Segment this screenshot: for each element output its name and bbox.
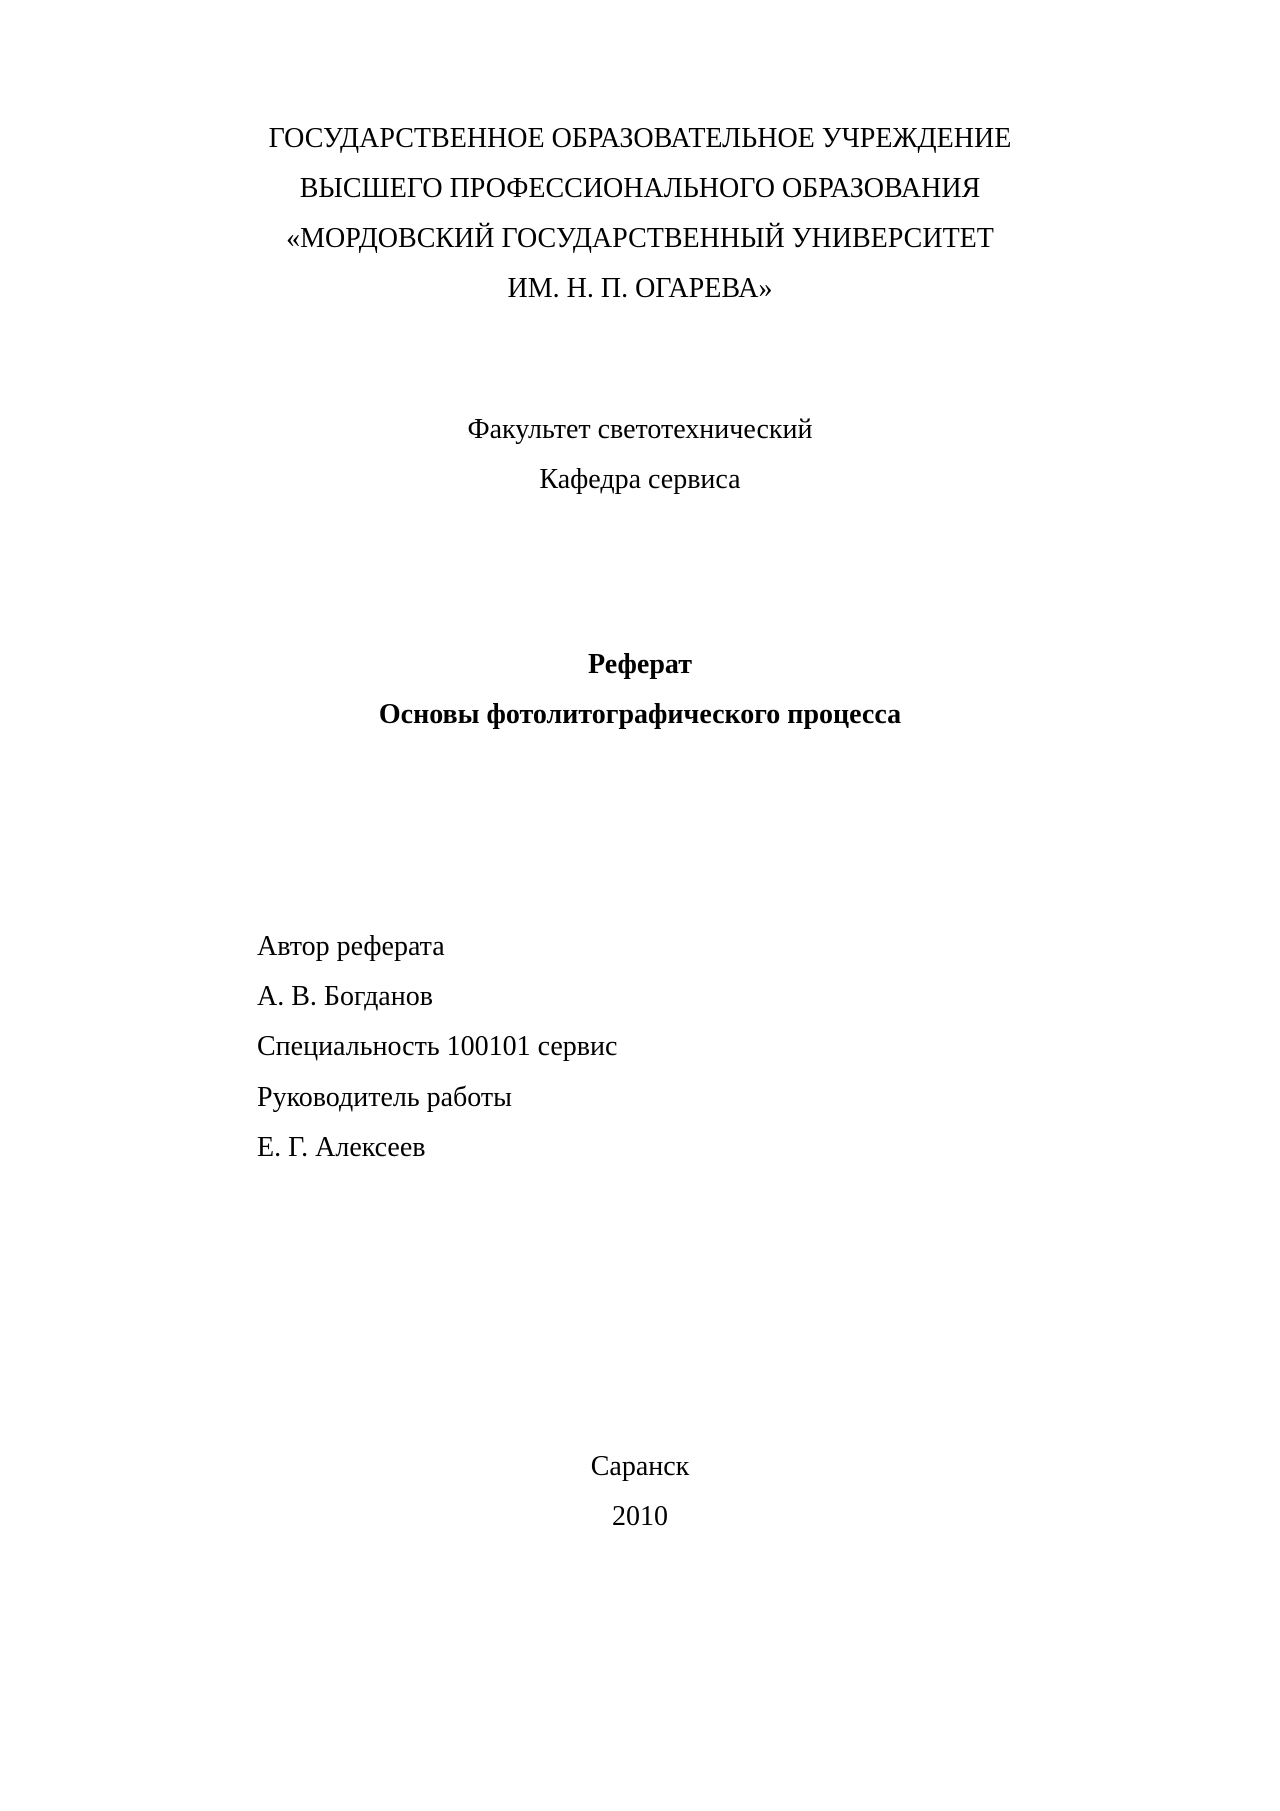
institution-line-1: ГОСУДАРСТВЕННОЕ ОБРАЗОВАТЕЛЬНОЕ УЧРЕЖДЕНИЕ (268, 123, 1012, 154)
supervisor-name: Е. Г. Алексеев (257, 1132, 426, 1163)
author-name: А. В. Богданов (257, 981, 433, 1012)
faculty-name: Факультет светотехнический (467, 414, 813, 445)
supervisor-label: Руководитель работы (257, 1082, 512, 1113)
year: 2010 (612, 1501, 668, 1532)
work-title: Основы фотолитографического процесса (378, 699, 902, 730)
department-name: Кафедра сервиса (539, 464, 741, 495)
institution-line-2: ВЫСШЕГО ПРОФЕССИОНАЛЬНОГО ОБРАЗОВАНИЯ (299, 173, 981, 204)
institution-line-4: ИМ. Н. П. ОГАРЕВА» (507, 273, 773, 304)
work-type: Реферат (588, 649, 692, 680)
specialty: Специальность 100101 сервис (257, 1031, 618, 1062)
institution-line-3: «МОРДОВСКИЙ ГОСУДАРСТВЕННЫЙ УНИВЕРСИТЕТ (286, 223, 994, 254)
author-label: Автор реферата (257, 931, 445, 962)
city: Саранск (590, 1451, 690, 1482)
